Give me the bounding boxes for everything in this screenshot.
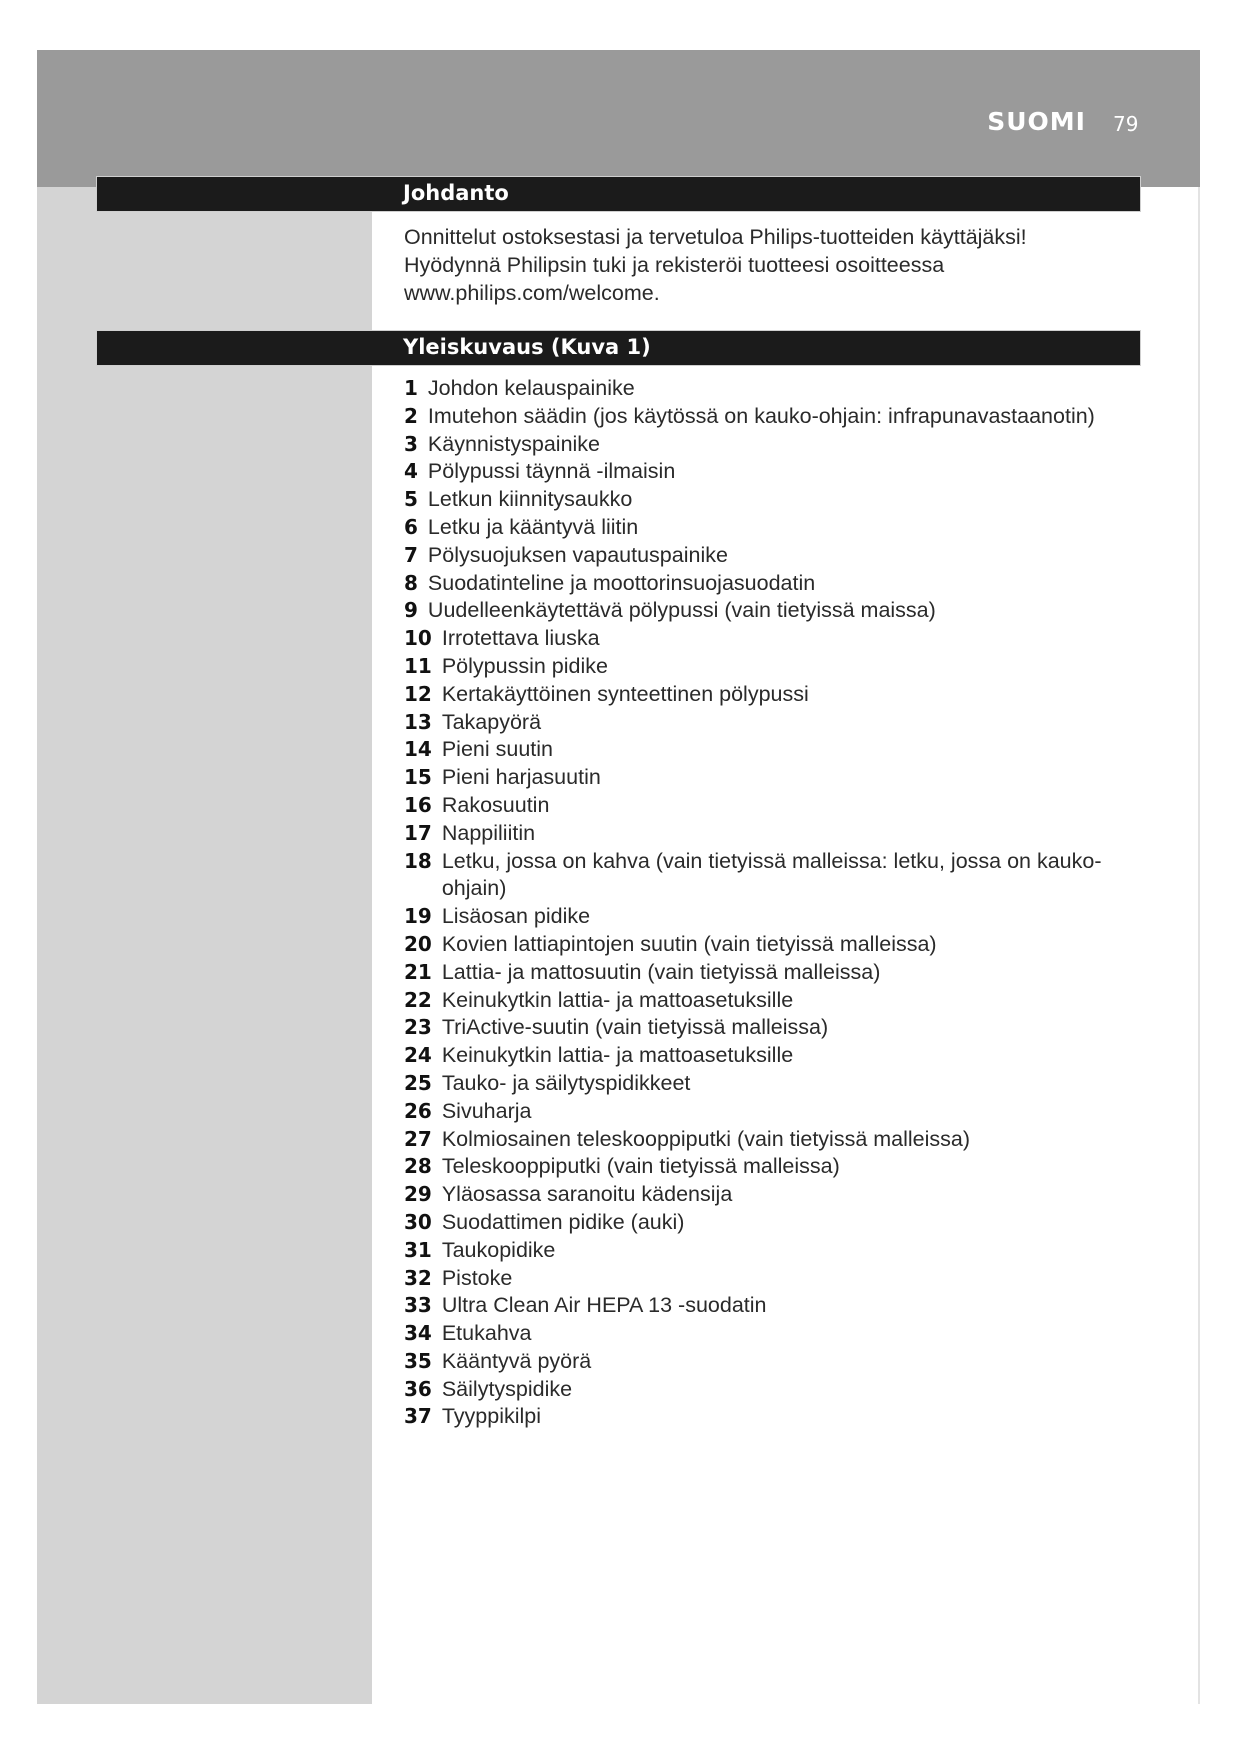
list-item	[404, 375, 1124, 403]
list-item-number: 4	[404, 459, 418, 484]
list-item-text: Sivuharja	[441, 1098, 532, 1123]
list-item	[404, 1181, 1124, 1209]
list-item-number: 30	[404, 1209, 432, 1234]
list-item-number: 12	[404, 681, 432, 706]
list-item	[404, 1098, 1124, 1126]
list-item	[404, 820, 1124, 848]
intro-line: Onnittelut ostoksestasi ja tervetuloa Philips-tuotteiden käyttäjäksi!	[404, 225, 1027, 249]
list-item	[404, 1237, 1124, 1265]
list-item	[404, 903, 1124, 931]
list-item	[404, 1014, 1124, 1042]
list-item-text: Pölypussin pidike	[441, 653, 608, 678]
list-item-number: 33	[404, 1293, 432, 1318]
section-title-overview: Yleiskuvaus (Kuva 1)	[403, 335, 651, 359]
list-item-text: Lattia- ja mattosuutin (vain tietyissä malleissa)	[441, 959, 881, 984]
list-item	[404, 1126, 1124, 1154]
section-heading-bar-overview	[97, 331, 1140, 365]
list-item-number: 13	[404, 709, 432, 734]
list-item	[404, 486, 1124, 514]
list-item	[404, 1209, 1124, 1237]
list-item-text: Imutehon säädin (jos käytössä on kauko-ohjain: infrapunavastaanotin)	[427, 403, 1095, 428]
list-item-text: Tyyppikilpi	[441, 1404, 542, 1429]
list-item-text: Ultra Clean Air HEPA 13 -suodatin	[441, 1293, 767, 1318]
list-item	[404, 570, 1124, 598]
list-item	[404, 1403, 1124, 1431]
list-item	[404, 764, 1124, 792]
list-item	[404, 792, 1124, 820]
list-item	[404, 625, 1124, 653]
list-item	[404, 959, 1124, 987]
list-item-text: Pieni suutin	[441, 737, 553, 762]
list-item-number: 16	[404, 792, 432, 817]
list-item-text: Pieni harjasuutin	[441, 765, 601, 790]
list-item	[404, 514, 1124, 542]
list-item-number: 11	[404, 653, 432, 678]
list-item-number: 5	[404, 487, 418, 512]
list-item-text: Keinukytkin lattia- ja mattoasetuksille	[441, 987, 794, 1012]
list-item-number: 37	[404, 1404, 432, 1429]
list-item-text: Kertakäyttöinen synteettinen pölypussi	[441, 681, 809, 706]
list-item-number: 27	[404, 1126, 432, 1151]
list-item	[404, 1153, 1124, 1181]
list-item	[404, 681, 1124, 709]
list-item	[404, 403, 1124, 431]
list-item-text: Käynnistyspainike	[427, 431, 601, 456]
left-margin-band	[37, 187, 372, 1704]
list-item-number: 6	[404, 514, 418, 539]
list-item-text: Johdon kelauspainike	[427, 376, 635, 400]
list-item-number: 25	[404, 1070, 432, 1095]
list-item-text: Lisäosan pidike	[441, 904, 591, 929]
list-item-text: TriActive-suutin (vain tietyissä malleissa)	[441, 1015, 829, 1040]
list-item-number: 18	[404, 848, 432, 873]
list-item-text: Keinukytkin lattia- ja mattoasetuksille	[441, 1043, 794, 1068]
list-item-number: 29	[404, 1182, 432, 1207]
list-item-text: Säilytyspidike	[441, 1376, 573, 1401]
list-item-number: 3	[404, 431, 418, 456]
list-item-number: 10	[404, 626, 432, 651]
list-item	[404, 1070, 1124, 1098]
list-item-number: 21	[404, 959, 432, 984]
list-item-text: Kovien lattiapintojen suutin (vain tietyissä malleissa)	[441, 931, 937, 956]
list-item-number: 31	[404, 1237, 432, 1262]
page-number: 79	[1113, 112, 1139, 136]
list-item	[404, 597, 1124, 625]
list-item-text: Taukopidike	[441, 1237, 556, 1262]
list-item-text: Irrotettava liuska	[441, 626, 600, 651]
list-item-number: 15	[404, 765, 432, 790]
list-item-number: 1	[404, 376, 418, 400]
language-label: SUOMI	[987, 107, 1086, 136]
list-item	[404, 1042, 1124, 1070]
list-item	[404, 931, 1124, 959]
list-item	[404, 653, 1124, 681]
list-item	[404, 709, 1124, 737]
list-item-text: Teleskooppiputki (vain tietyissä malleissa)	[441, 1154, 840, 1179]
list-item-text: Pistoke	[441, 1265, 513, 1290]
list-item-text: Takapyörä	[441, 709, 542, 734]
list-item	[404, 1320, 1124, 1348]
list-item	[404, 431, 1124, 459]
list-item-number: 22	[404, 987, 432, 1012]
list-item	[404, 848, 1124, 904]
list-item-text: Tauko- ja säilytyspidikkeet	[441, 1070, 691, 1095]
list-item-number: 9	[404, 598, 418, 623]
list-item-text: Pölysuojuksen vapautuspainike	[427, 542, 728, 567]
list-item-text: Kääntyvä pyörä	[441, 1348, 592, 1373]
list-item-number: 2	[404, 403, 418, 428]
list-item-number: 7	[404, 542, 418, 567]
list-item	[404, 542, 1124, 570]
list-item-text: Letkun kiinnitysaukko	[427, 487, 633, 512]
list-item-text: Etukahva	[441, 1321, 532, 1346]
list-item-text: Suodattimen pidike (auki)	[441, 1209, 685, 1234]
list-item-text: Yläosassa saranoitu kädensija	[441, 1182, 733, 1207]
intro-text	[404, 223, 1124, 307]
list-item-number: 20	[404, 931, 432, 956]
list-item	[404, 1265, 1124, 1293]
list-item-number: 36	[404, 1376, 432, 1401]
list-item-text: Letku ja kääntyvä liitin	[427, 514, 639, 539]
section-title-introduction: Johdanto	[403, 181, 509, 205]
intro-line: Hyödynnä Philipsin tuki ja rekisteröi tuotteesi osoitteessa	[404, 253, 945, 277]
list-item	[404, 458, 1124, 486]
list-item-text: Nappiliitin	[441, 820, 536, 845]
list-item-number: 19	[404, 904, 432, 929]
list-item-text: Kolmiosainen teleskooppiputki (vain tietyissä malleissa)	[441, 1126, 971, 1151]
list-item-text: Suodatinteline ja moottorinsuojasuodatin	[427, 570, 816, 595]
list-item-number: 24	[404, 1043, 432, 1068]
list-item	[404, 1348, 1124, 1376]
list-item-text: Pölypussi täynnä -ilmaisin	[427, 459, 676, 484]
list-item-number: 23	[404, 1015, 432, 1040]
list-item	[404, 736, 1124, 764]
section-heading-bar-introduction	[97, 177, 1140, 211]
list-item-number: 35	[404, 1348, 432, 1373]
list-item	[404, 1376, 1124, 1404]
list-item-number: 34	[404, 1321, 432, 1346]
intro-link: www.philips.com/welcome.	[404, 281, 660, 305]
page-edge-line	[1198, 187, 1200, 1704]
parts-list	[404, 375, 1124, 1431]
list-item	[404, 987, 1124, 1015]
list-item-text: Uudelleenkäytettävä pölypussi (vain tietyissä maissa)	[427, 598, 936, 623]
list-item-number: 32	[404, 1265, 432, 1290]
list-item-number: 26	[404, 1098, 432, 1123]
list-item	[404, 1292, 1124, 1320]
list-item-number: 8	[404, 570, 418, 595]
list-item-text: Rakosuutin	[441, 792, 550, 817]
list-item-number: 14	[404, 737, 432, 762]
list-item-number: 17	[404, 820, 432, 845]
list-item-number: 28	[404, 1154, 432, 1179]
list-item-text: Letku, jossa on kahva (vain tietyissä malleissa: letku, jossa on kauko-ohjain)	[441, 848, 1102, 901]
